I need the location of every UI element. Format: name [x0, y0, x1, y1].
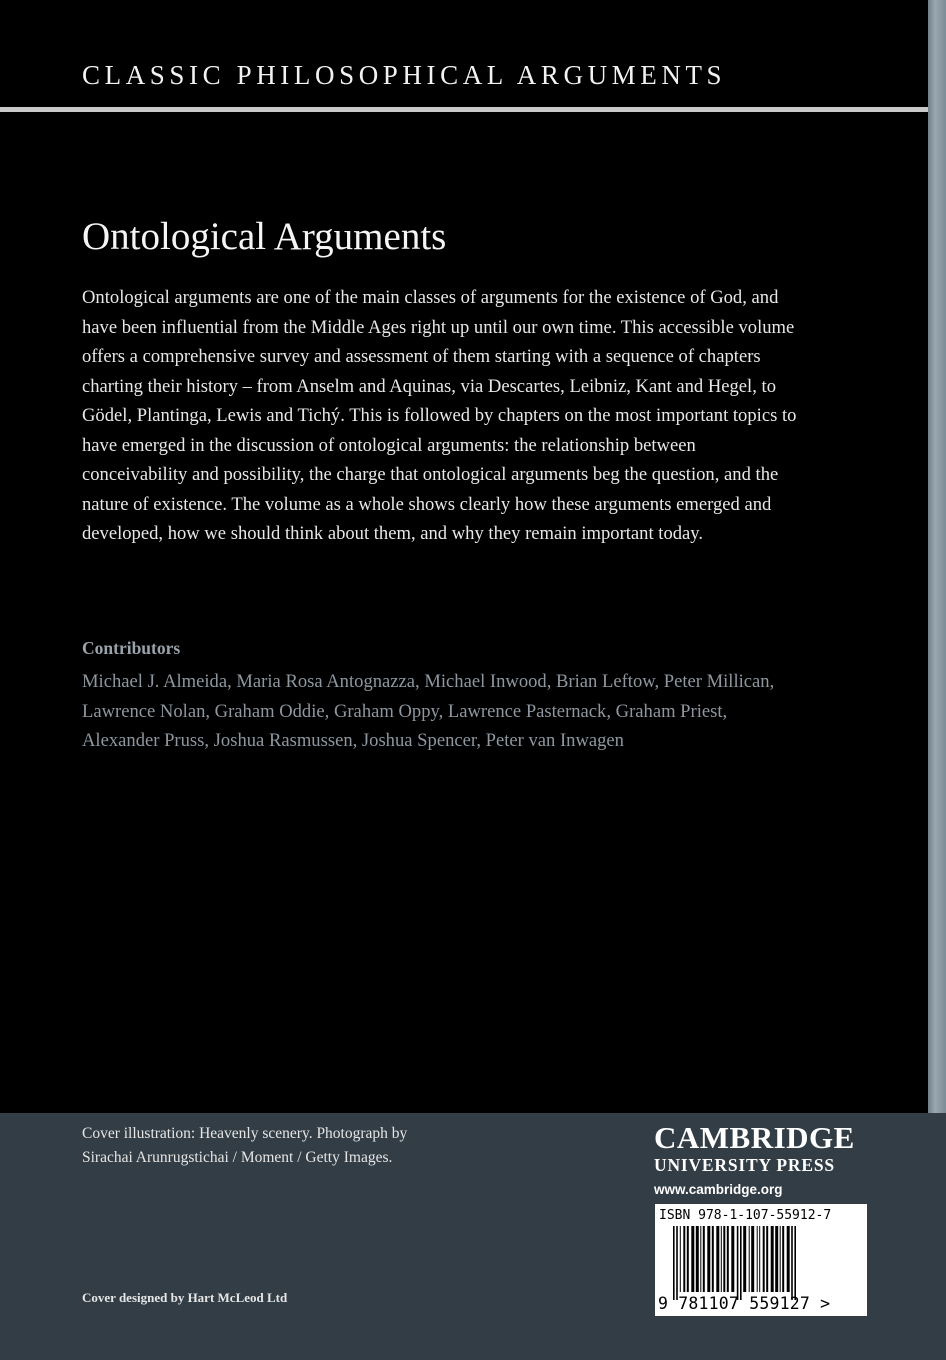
contributors-heading: Contributors [82, 638, 181, 658]
barcode-bar [771, 1226, 774, 1292]
publisher-url: www.cambridge.org [654, 1182, 783, 1197]
barcode-bar [723, 1226, 725, 1292]
contributors-list: Michael J. Almeida, Maria Rosa Antognazza, Michael Inwood, Brian Leftow, Peter Millican, Lawrence Nolan, Graham Oddie, Graham Oppy, Lawrence Pasternack, Graham Priest, Alexander Pruss, Joshua Rasmussen, Joshua Spencer, Peter van Inwagen [82, 671, 775, 752]
barcode-bar [731, 1226, 734, 1292]
barcode-bar [712, 1226, 714, 1292]
barcode-bar [766, 1226, 768, 1292]
barcode-bar [791, 1226, 793, 1300]
spine-edge-strip [928, 0, 946, 1113]
barcode-bar [757, 1226, 758, 1292]
barcode-bar [737, 1226, 739, 1300]
barcode-bar [707, 1226, 710, 1292]
barcode-bar [743, 1226, 746, 1292]
book-title: Ontological Arguments [82, 215, 447, 258]
barcode-bar [751, 1226, 754, 1292]
barcode-bar [782, 1226, 784, 1292]
barcode-bar [696, 1226, 699, 1292]
barcode-bar [691, 1226, 694, 1292]
barcode-bar [676, 1226, 678, 1300]
barcode-bar [683, 1226, 685, 1292]
barcode-bar [787, 1226, 790, 1292]
barcode-bar [700, 1226, 701, 1292]
barcode-bar [703, 1226, 705, 1292]
cover-illustration-credit: Cover illustration: Heavenly scenery. Photograph by Sirachai Arunrugstichai / Moment / Getty Images. [82, 1125, 408, 1166]
barcode-bar [763, 1226, 765, 1292]
barcode-bar [727, 1226, 729, 1292]
barcode-bar [794, 1226, 796, 1300]
isbn-label: ISBN 978-1-107-55912-7 [659, 1208, 832, 1223]
series-title: CLASSIC PHILOSOPHICAL ARGUMENTS [82, 60, 727, 90]
barcode-bar [673, 1226, 675, 1300]
barcode-bar [780, 1226, 781, 1292]
book-description: Ontological arguments are one of the main classes of arguments for the existence of God, and have been influential from the Middle Ages right up until our own time. This accessible volume offers a comprehensive survey and assessment of them starting with a sequence of chapters charting their history – from Anselm and Aquinas, via Descartes, Leibniz, Kant and Hegel, to Gödel, Plantinga, Lewis and Tichý. This is followed by chapters on the most important topics to have emerged in the discussion of ontological arguments: the relationship between conceivability and possibility, the charge that ontological arguments beg the question, and the nature of existence. The volume as a whole shows clearly how these arguments emerged and developed, how we should think about them, and why they remain important today. [82, 287, 797, 544]
barcode-bar [775, 1226, 778, 1292]
barcode-bar [680, 1226, 681, 1292]
series-divider [0, 107, 928, 112]
publisher-logo [654, 1122, 869, 1197]
barcode-bar [716, 1226, 719, 1292]
isbn-barcode [655, 1204, 867, 1316]
barcode-bar [749, 1226, 750, 1292]
publisher-name: CAMBRIDGE [654, 1120, 855, 1155]
barcode-bar [759, 1226, 760, 1292]
barcode-digits: 9 781107 559127 > [658, 1294, 831, 1313]
cover-designer-credit: Cover designed by Hart McLeod Ltd [82, 1290, 288, 1305]
publisher-subname: UNIVERSITY PRESS [654, 1155, 835, 1175]
barcode-bar [740, 1226, 742, 1300]
barcode-bar [721, 1226, 722, 1292]
barcode-bar [687, 1226, 689, 1292]
